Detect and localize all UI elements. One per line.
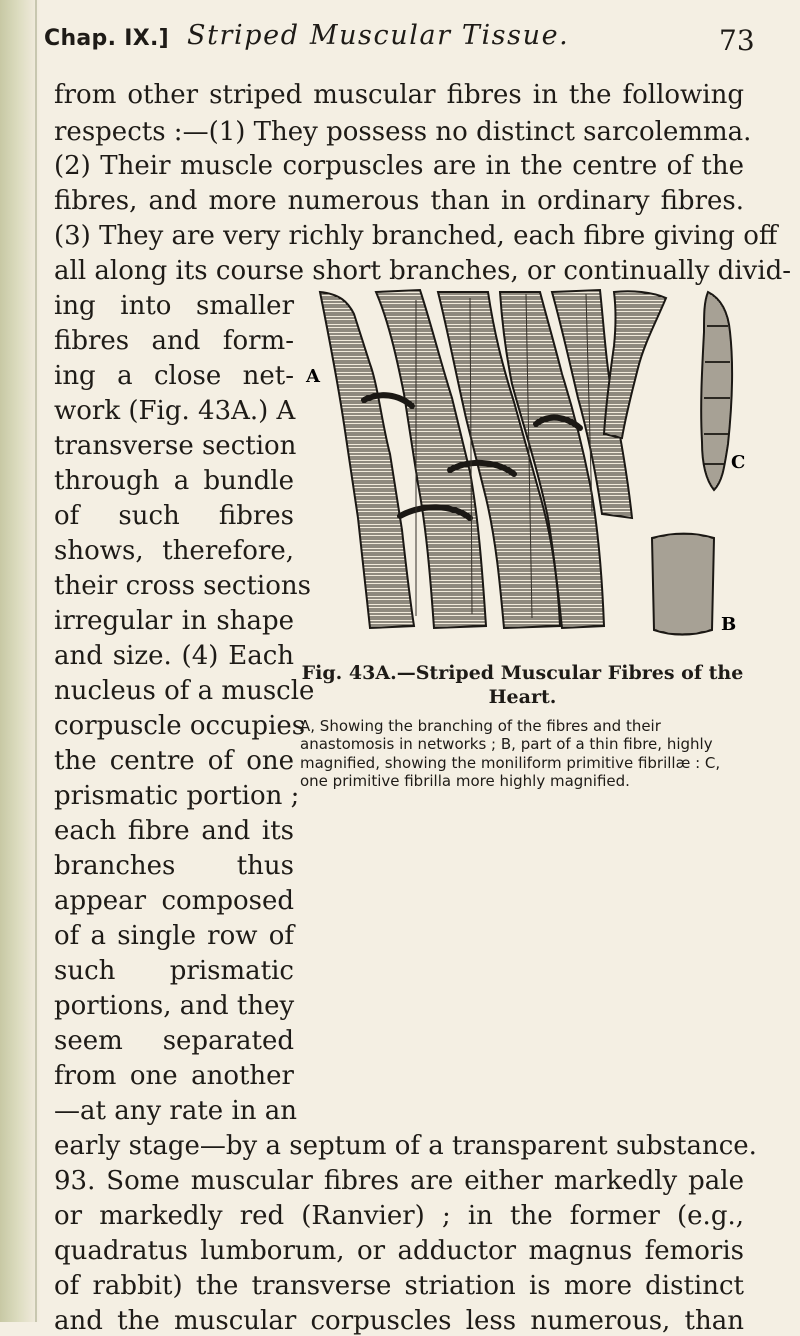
paragraph-93-line-4: of rabbit) the transverse striation is more distinct xyxy=(54,1271,744,1301)
side-column-line: ing into smaller xyxy=(54,291,294,321)
side-column-line: each fibre and its xyxy=(54,816,294,846)
side-column-line: irregular in shape xyxy=(54,606,294,636)
body-line-3: (2) Their muscle corpuscles are in the centre of the xyxy=(54,151,744,181)
side-column-line: of such fibres xyxy=(54,501,294,531)
figure-caption-title: Fig. 43A.—Striped Muscular Fibres of the Heart. xyxy=(301,662,744,708)
running-title: Striped Muscular Tissue. xyxy=(187,20,570,51)
page-spine-shadow xyxy=(0,0,40,1322)
binding-line xyxy=(35,0,37,1322)
paragraph-93-line-3: quadratus lumborum, or adductor magnus femoris xyxy=(54,1236,744,1266)
side-column-line: work (Fig. 43A.) A xyxy=(54,396,296,426)
chapter-heading: Chap. IX.] xyxy=(44,26,169,51)
side-column-line: nucleus of a muscle xyxy=(54,676,315,706)
body-line-after-figure: early stage—by a septum of a transparent substance. xyxy=(54,1131,757,1161)
side-column-line: their cross sections xyxy=(54,571,311,601)
side-column-line: seem separated xyxy=(54,1026,294,1056)
side-column-line: from one another xyxy=(54,1061,294,1091)
figure-label-c: C xyxy=(731,452,746,473)
muscle-fibre-figure xyxy=(300,274,746,644)
side-column-line: such prismatic xyxy=(54,956,294,986)
side-column-line: and size. (4) Each xyxy=(54,641,294,671)
side-column-line: through a bundle xyxy=(54,466,294,496)
fibrilla-c xyxy=(701,292,732,490)
paragraph-93-line-5: and the muscular corpuscles less numerous, than xyxy=(54,1306,744,1336)
side-column-line: fibres and form- xyxy=(54,326,294,356)
side-column-line: portions, and they xyxy=(54,991,295,1021)
paragraph-93-line-2: or markedly red (Ranvier) ; in the former (e.g., xyxy=(54,1201,744,1231)
side-column-line: shows, therefore, xyxy=(54,536,294,566)
side-column-line: corpuscle occupies xyxy=(54,711,306,741)
side-column-line: —at any rate in an xyxy=(54,1096,298,1126)
paragraph-93-line-1: 93. Some muscular fibres are either markedly pale xyxy=(54,1166,744,1196)
side-column-line: the centre of one xyxy=(54,746,294,776)
body-line-5: (3) They are very richly branched, each fibre giving off xyxy=(54,221,778,251)
figure-label-b: B xyxy=(721,614,737,635)
body-line-1: from other striped muscular fibres in the following xyxy=(54,80,744,110)
side-column-line: prismatic portion ; xyxy=(54,781,300,811)
figure-caption-body: A, Showing the branching of the fibres and their anastomosis in networks ; B, part of a thin fibre, highly magnified, showing the moniliform primitive fibrillæ : C, one primitive fibrilla more highly magnified. xyxy=(300,717,721,790)
fibre-illustration xyxy=(300,274,746,644)
side-column-line: appear composed xyxy=(54,886,294,916)
side-column-line: ing a close net- xyxy=(54,361,294,391)
body-line-2: respects :—(1) They possess no distinct sarcolemma. xyxy=(54,117,752,147)
body-line-6: all along its course short branches, or continually divid- xyxy=(54,256,792,286)
side-column-line: branches thus xyxy=(54,851,294,881)
fibre-fragment-b xyxy=(652,534,714,635)
page-number: 73 xyxy=(719,24,755,57)
body-line-4: fibres, and more numerous than in ordinary fibres. xyxy=(54,186,744,216)
figure-label-a: A xyxy=(306,366,320,387)
fibre-network-a xyxy=(320,290,666,628)
side-column-line: of a single row of xyxy=(54,921,294,951)
side-column-line: transverse section xyxy=(54,431,297,461)
